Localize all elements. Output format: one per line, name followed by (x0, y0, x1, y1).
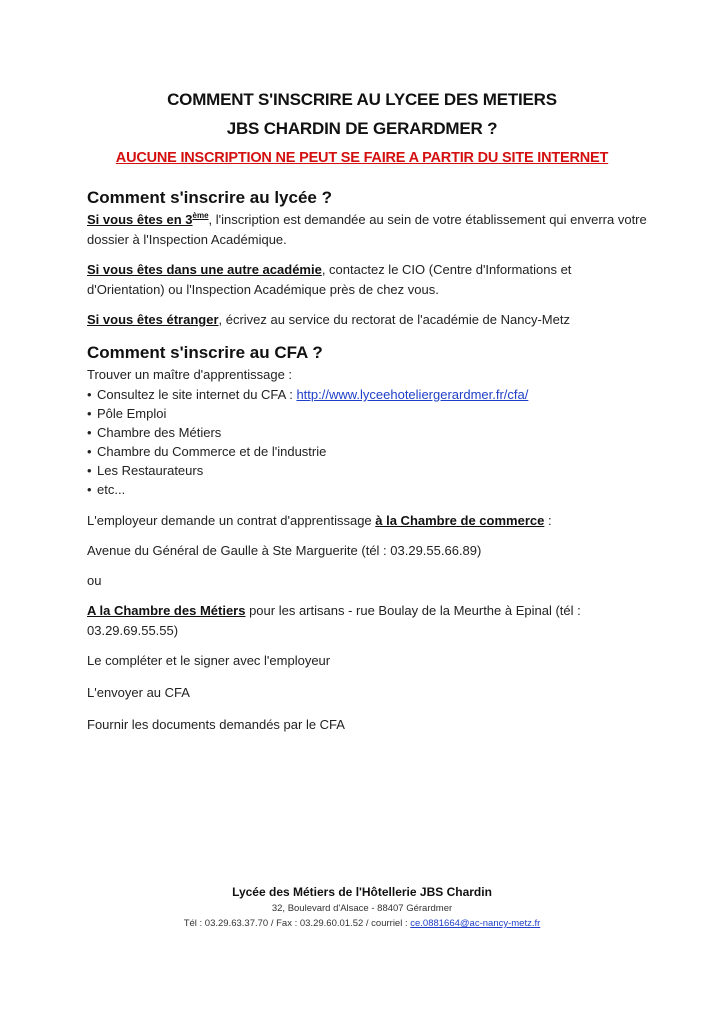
list-item (87, 480, 647, 499)
cfa-item-website-text: Consultez le site internet du CFA : (97, 387, 297, 402)
cfa-intro: Trouver un maître d'apprentissage : (87, 367, 293, 382)
bullet-icon: • (87, 387, 92, 402)
list-item (87, 423, 647, 442)
footer-contact-text: Tél : 03.29.63.37.70 / Fax : 03.29.60.01.52 / courriel : (183, 918, 411, 929)
lycee-academie-text: , contactez le CIO (Centre d'Informations et d'Orientation) ou l'Inspection Académique près de chez vous. (87, 262, 572, 297)
page-footer (0, 883, 724, 931)
page-title-line1: COMMENT S'INSCRIRE AU LYCEE DES METIERS (167, 90, 557, 109)
cfa-address: Avenue du Général de Gaulle à Ste Marguerite (tél : 03.29.55.66.89) (87, 543, 482, 558)
footer-email-link[interactable]: ce.0881664@ac-nancy-metz.fr (410, 918, 541, 929)
cfa-item-label: Les Restaurateurs (97, 463, 204, 478)
warning-notice: AUCUNE INSCRIPTION NE PEUT SE FAIRE A PARTIR DU SITE INTERNET (115, 150, 609, 166)
bullet-icon: • (87, 425, 92, 440)
footer-school-name: Lycée des Métiers de l'Hôtellerie JBS Chardin (232, 885, 492, 899)
cfa-step-documents: Fournir les documents demandés par le CFA (87, 717, 345, 732)
cfa-bullet-list (87, 385, 647, 499)
cfa-employer-end: : (544, 513, 552, 528)
footer-address: 32, Boulevard d'Alsace - 88407 Gérardmer (271, 903, 453, 914)
cfa-metiers-text: pour les artisans - rue Boulay de la Meurthe à Epinal (tél : 03.29.69.55.55) (87, 603, 581, 638)
lycee-paragraph-etranger (87, 310, 647, 330)
cfa-heading: Comment s'inscrire au CFA ? (87, 343, 323, 362)
cfa-employer-text: L'employeur demande un contrat d'apprentissage (87, 513, 376, 528)
cfa-website-link[interactable]: http://www.lyceehoteliergerardmer.fr/cfa/ (296, 387, 529, 402)
cfa-chambre-commerce-label: à la Chambre de commerce (375, 513, 545, 528)
bullet-icon: • (87, 482, 92, 497)
cfa-or: ou (87, 573, 102, 588)
list-item (87, 461, 647, 480)
bullet-icon: • (87, 406, 92, 421)
lycee-3eme-label: Si vous êtes en 3 (87, 212, 193, 227)
cfa-employer-paragraph (87, 511, 647, 531)
lycee-3eme-sup: ème (192, 211, 209, 220)
lycee-paragraph-academie (87, 260, 647, 300)
list-item (87, 442, 647, 461)
list-item (87, 404, 647, 423)
cfa-step-send: L'envoyer au CFA (87, 685, 190, 700)
lycee-etranger-label: Si vous êtes étranger (87, 312, 219, 327)
bullet-icon: • (87, 444, 92, 459)
lycee-3eme-text: , l'inscription est demandée au sein de votre établissement qui enverra votre dossier à l'Inspection Académique. (87, 212, 647, 247)
cfa-metiers-paragraph (87, 601, 647, 641)
bullet-icon: • (87, 463, 92, 478)
cfa-chambre-metiers-label: A la Chambre des Métiers (87, 603, 246, 618)
cfa-item-label: Pôle Emploi (97, 406, 167, 421)
lycee-academie-label: Si vous êtes dans une autre académie (87, 262, 322, 277)
cfa-step-complete: Le compléter et le signer avec l'employeur (87, 653, 331, 668)
cfa-item-label: Chambre des Métiers (97, 425, 222, 440)
footer-contact (0, 916, 724, 931)
cfa-item-label: etc... (97, 482, 126, 497)
lycee-heading: Comment s'inscrire au lycée ? (87, 188, 332, 207)
main-content (87, 186, 647, 735)
page-title-line2: JBS CHARDIN DE GERARDMER ? (226, 119, 498, 138)
lycee-etranger-text: , écrivez au service du rectorat de l'académie de Nancy-Metz (218, 312, 570, 327)
cfa-item-label: Chambre du Commerce et de l'industrie (97, 444, 327, 459)
lycee-paragraph-3eme (87, 210, 647, 250)
list-item (87, 385, 647, 404)
